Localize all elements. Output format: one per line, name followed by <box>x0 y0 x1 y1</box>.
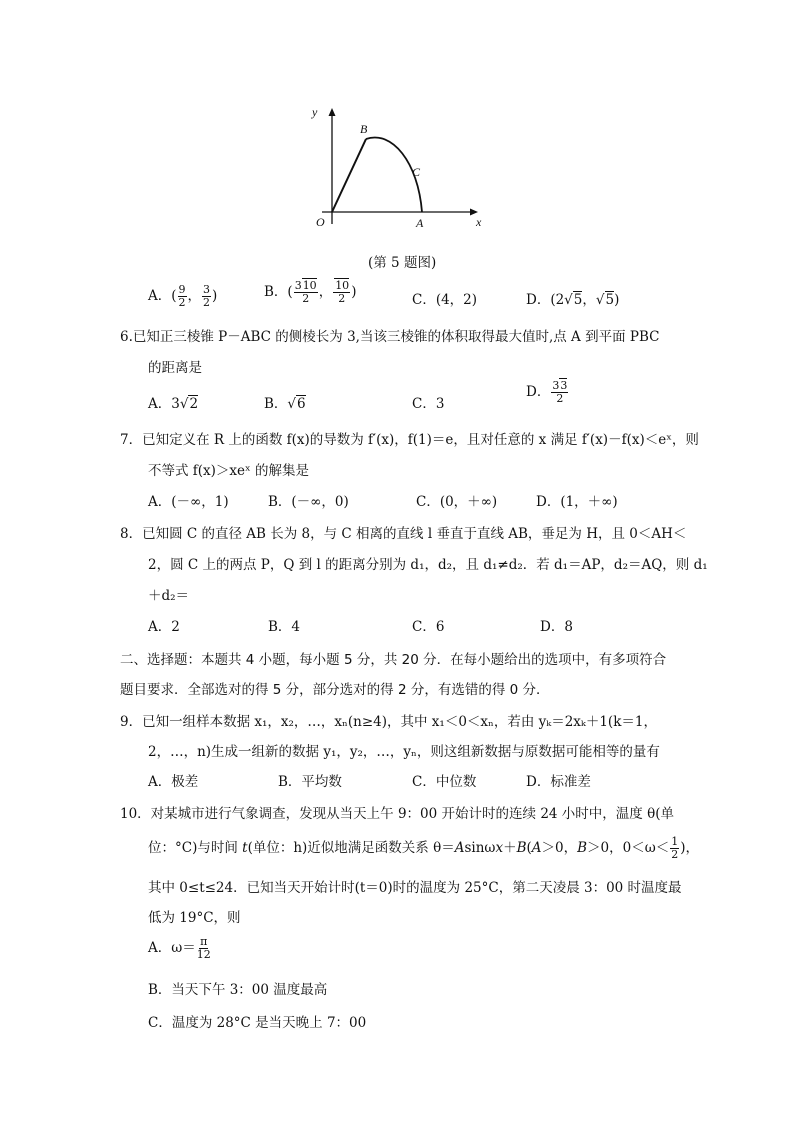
segment-ob <box>332 139 366 212</box>
q8-option-c: C．6 <box>412 619 445 635</box>
q9-option-c: C．中位数 <box>412 774 477 790</box>
q6-option-a: A．3√2 <box>148 396 199 412</box>
q7-option-d: D．(1，＋∞) <box>536 494 618 510</box>
q10-text-line3: 其中 0≤t≤24．已知当天开始计时(t＝0)时的温度为 25°C，第二天凌晨 3：00 时温度最 <box>148 880 682 896</box>
label-a: A <box>416 216 424 230</box>
q9-option-a: A．极差 <box>148 774 199 790</box>
figure-caption: (第 5 题图) <box>368 255 437 271</box>
q7-text-line2: 不等式 f(x)＞xeˣ 的解集是 <box>148 463 310 479</box>
figure-diagram <box>300 100 500 235</box>
y-axis-arrow <box>329 108 336 116</box>
q9-text-line1: 9．已知一组样本数据 x₁，x₂，…，xₙ(n≥4)，其中 x₁＜0＜xₙ，若由 yₖ＝2xₖ＋1(k＝1， <box>120 714 657 730</box>
q5-option-b: B．( $\frac{310}{2}$ ， $\frac{10}{2}$ ) <box>264 279 357 305</box>
q10-text-line2: 位：°C)与时间 t(单位：h)近似地满足函数关系 θ＝Asinωx＋B(A＞0，B＞0，0＜ω＜ $\frac{1}{2}$ )， <box>148 835 699 861</box>
label-y: y <box>312 105 318 119</box>
label-o: O <box>316 215 325 229</box>
q7-option-c: C．(0，＋∞) <box>416 494 498 510</box>
q10-text-line1: 10．对某城市进行气象调查，发现从当天上午 9：00 开始计时的连续 24 小时中，温度 θ(单 <box>120 806 674 822</box>
q7-text-line1: 7．已知定义在 R 上的函数 f(x)的导数为 f′(x)，f(1)＝e，且对任意的 x 满足 f′(x)－f(x)＜eˣ，则 <box>120 432 699 448</box>
q6-option-b: B．√6 <box>264 396 306 412</box>
q10-option-c: C．温度为 28°C 是当天晚上 7：00 <box>148 1015 367 1031</box>
q9-text-line2: 2，…，n)生成一组新的数据 y₁，y₂，…，yₙ，则这组新数据与原数据可能相等的量有 <box>148 744 660 760</box>
section2-line2: 题目要求．全部选对的得 5 分，部分选对的得 2 分，有选错的得 0 分． <box>120 682 550 698</box>
q5-option-d: D．(2√5，√5) <box>526 292 620 308</box>
q6-option-c: C．3 <box>412 396 445 412</box>
label-x: x <box>476 215 482 229</box>
q7-option-b: B．(－∞，0) <box>268 494 349 510</box>
label-c: C <box>412 165 421 179</box>
q7-option-a: A．(－∞，1) <box>148 494 229 510</box>
label-b: B <box>360 122 368 136</box>
q8-option-d: D．8 <box>540 619 573 635</box>
q6-text-line1: 6.已知正三棱锥 P－ABC 的侧棱长为 3,当该三棱锥的体积取得最大值时,点 A 到平面 PBC <box>120 329 660 345</box>
q8-text-line1: 8．已知圆 C 的直径 AB 长为 8，与 C 相离的直线 l 垂直于直线 AB，垂足为 H，且 0＜AH＜ <box>120 526 687 542</box>
q6-option-d: D． $\frac{33}{2}$ <box>526 379 568 405</box>
q8-option-a: A．2 <box>148 619 180 635</box>
q9-option-b: B．平均数 <box>278 774 342 790</box>
q8-option-b: B．4 <box>268 619 301 635</box>
q10-option-b: B．当天下午 3：00 温度最高 <box>148 982 328 998</box>
q8-text-line3: ＋d₂＝ <box>148 588 190 604</box>
q10-option-a: A．ω＝ $\frac{\pi}{12}$ <box>148 935 211 961</box>
q5-option-c: C．(4，2) <box>412 292 478 308</box>
q5-option-a: A．( $\frac{9}{2}$ ， $\frac{3}{2}$ ) <box>148 283 218 309</box>
q10-text-line4: 低为 19°C，则 <box>148 910 241 926</box>
q9-option-d: D．标准差 <box>526 774 591 790</box>
q8-text-line2: 2，圆 C 上的两点 P，Q 到 l 的距离分别为 d₁，d₂，且 d₁≠d₂．若 d₁＝AP，d₂＝AQ，则 d₁ <box>148 557 708 573</box>
q6-text-line2: 的距离是 <box>148 360 202 376</box>
section2-line1: 二、选择题：本题共 4 小题，每小题 5 分，共 20 分．在每小题给出的选项中，有多项符合 <box>120 652 667 668</box>
